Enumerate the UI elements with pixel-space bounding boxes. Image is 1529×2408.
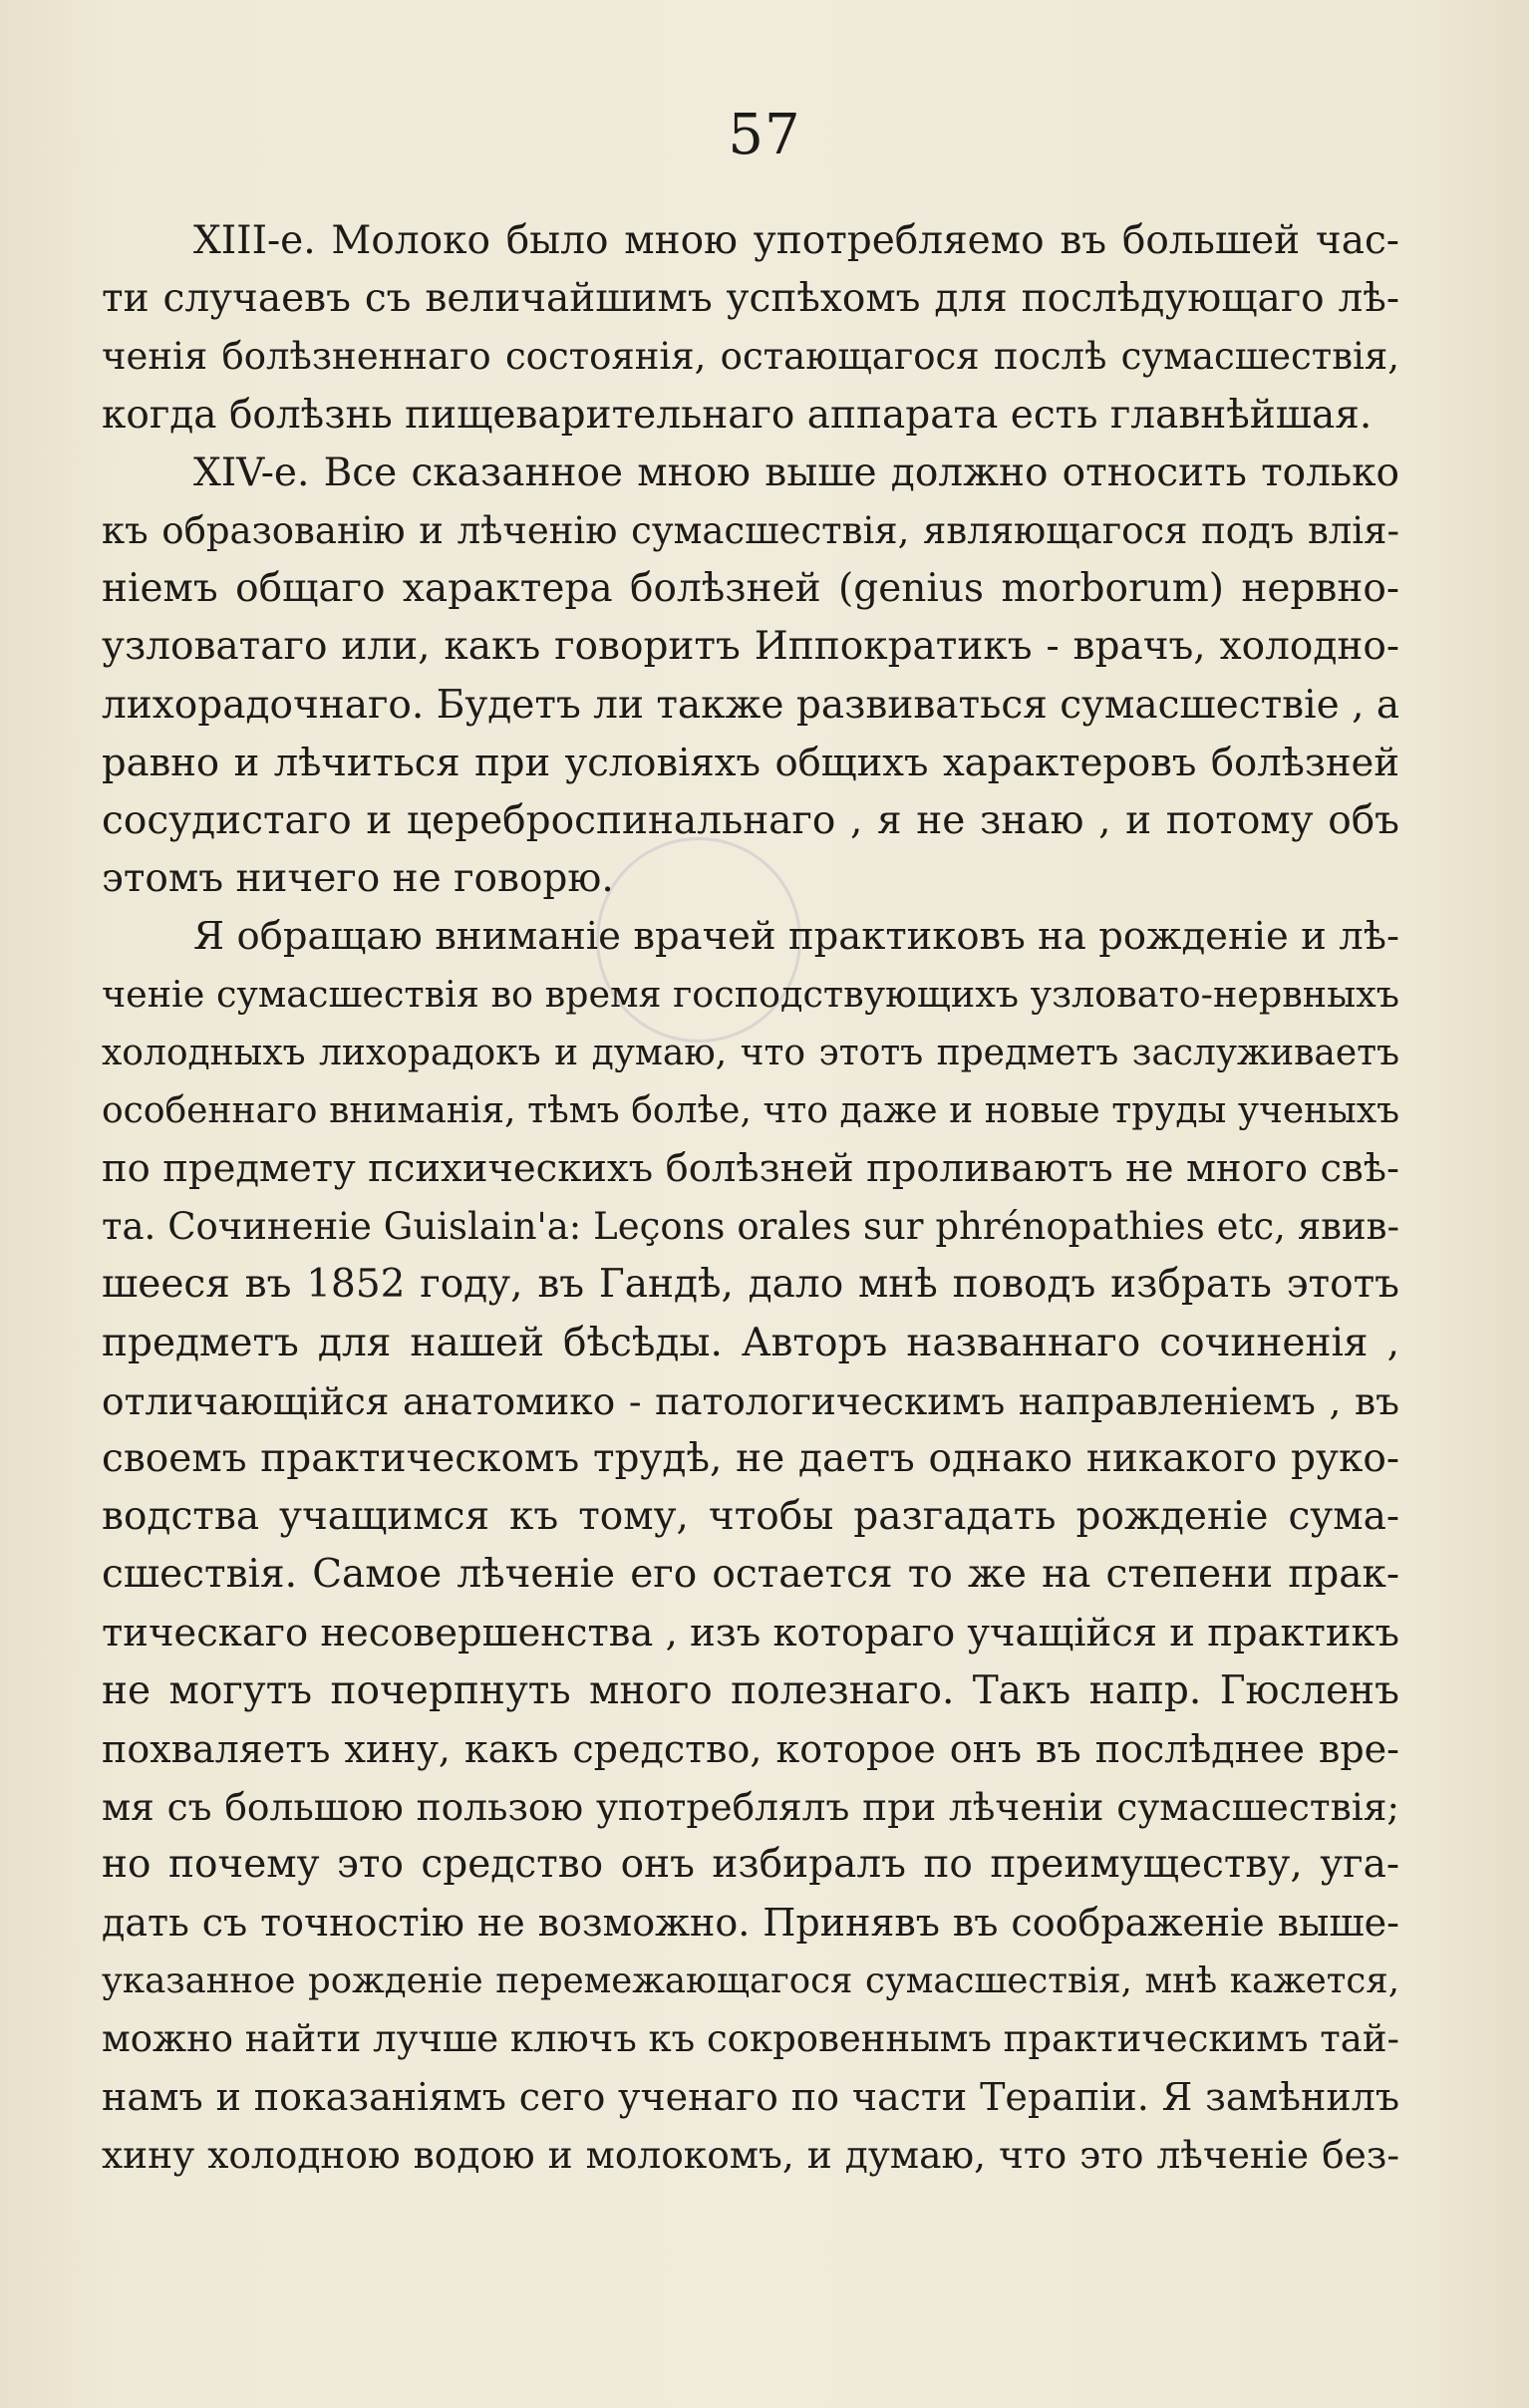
text-line: шееся въ 1852 году, въ Гандѣ, дало мнѣ поводъ избрать этотъ	[102, 1262, 1399, 1308]
text-line: сшествія. Самое лѣченіе его остается то же на степени прак-	[102, 1552, 1399, 1598]
text-line: похваляетъ хину, какъ средство, которое онъ въ послѣднее вре-	[102, 1726, 1399, 1771]
text-line: намъ и показаніямъ сего ученаго по части Терапіи. Я замѣнилъ	[102, 2075, 1399, 2119]
text-line: этомъ ничего не говорю.	[102, 856, 614, 902]
text-line: предметъ для нашей бѣсѣды. Авторъ названнаго сочиненія ,	[102, 1320, 1399, 1365]
text-line: равно и лѣчиться при условіяхъ общихъ характеровъ болѣзней	[102, 740, 1399, 785]
body-text	[102, 212, 1399, 2184]
text-line: ченіе сумасшествія во время господствующихъ узловато-нервныхъ	[102, 973, 1399, 1017]
text-line: дать съ точностію не возможно. Принявъ въ соображеніе выше-	[102, 1901, 1399, 1946]
text-line: мя съ большою пользою употреблялъ при лѣченіи сумасшествія;	[102, 1785, 1399, 1830]
text-line: но почему это средство онъ избиралъ по преимуществу, уга-	[102, 1842, 1399, 1888]
text-line: ти случаевъ съ величайшимъ успѣхомъ для послѣдующаго лѣ-	[102, 276, 1399, 322]
text-line: Я обращаю вниманіе врачей практиковъ на рожденіе и лѣ-	[193, 914, 1399, 960]
text-line: не могутъ почерпнуть много полезнаго. Такъ напр. Гюсленъ	[102, 1667, 1399, 1713]
text-line: XIV-е. Все сказанное мною выше должно относить только	[193, 450, 1399, 495]
text-line: тическаго несовершенства , изъ котораго учащійся и практикъ	[102, 1610, 1399, 1656]
text-line: отличающійся анатомико - патологическимъ направленіемъ , въ	[102, 1378, 1399, 1423]
text-line: можно найти лучше ключъ къ сокровеннымъ практическимъ тай-	[102, 2016, 1399, 2060]
text-line: своемъ практическомъ трудѣ, не даетъ однако никакого руко-	[102, 1435, 1399, 1481]
text-line: ніемъ общаго характера болѣзней (genius morborum) нервно-	[102, 566, 1399, 612]
text-line: по предмету психическихъ болѣзней проливаютъ не много свѣ-	[102, 1146, 1399, 1191]
text-line: сосудистаго и цереброспинальнаго , я не знаю , и потому объ	[102, 797, 1399, 843]
text-line: хину холодною водою и молокомъ, и думаю, что это лѣченіе без-	[102, 2133, 1399, 2178]
text-line: та. Сочиненіе Guislain'а: Leçons orales sur phrénopathies etc, явив-	[102, 1205, 1399, 1249]
text-line: особеннаго вниманія, тѣмъ болѣе, что даже и новые труды ученыхъ	[102, 1089, 1399, 1131]
text-line: указанное рожденіе перемежающагося сумасшествія, мнѣ кажется,	[102, 1959, 1399, 2001]
text-line: водства учащимся къ тому, чтобы разгадать рожденіе сума-	[102, 1494, 1399, 1540]
text-line: холодныхъ лихорадокъ и думаю, что этотъ предметъ заслуживаетъ	[102, 1032, 1399, 1073]
text-line: XIII-е. Молоко было мною употребляемо въ большей час-	[193, 218, 1399, 263]
text-line: къ образованію и лѣченію сумасшествія, являющагося подъ влія-	[102, 508, 1399, 552]
text-line: лихорадочнаго. Будетъ ли также развиваться сумасшествіе , а	[102, 682, 1399, 728]
page-number: 57	[728, 103, 801, 167]
text-line: когда болѣзнь пищеварительнаго аппарата есть главнѣйшая.	[102, 392, 1373, 438]
text-line: узловатаго или, какъ говоритъ Иппократикъ - врачъ, холодно-	[102, 624, 1399, 670]
text-line: ченія болѣзненнаго состоянія, остающагося послѣ сумасшествія,	[102, 335, 1399, 379]
